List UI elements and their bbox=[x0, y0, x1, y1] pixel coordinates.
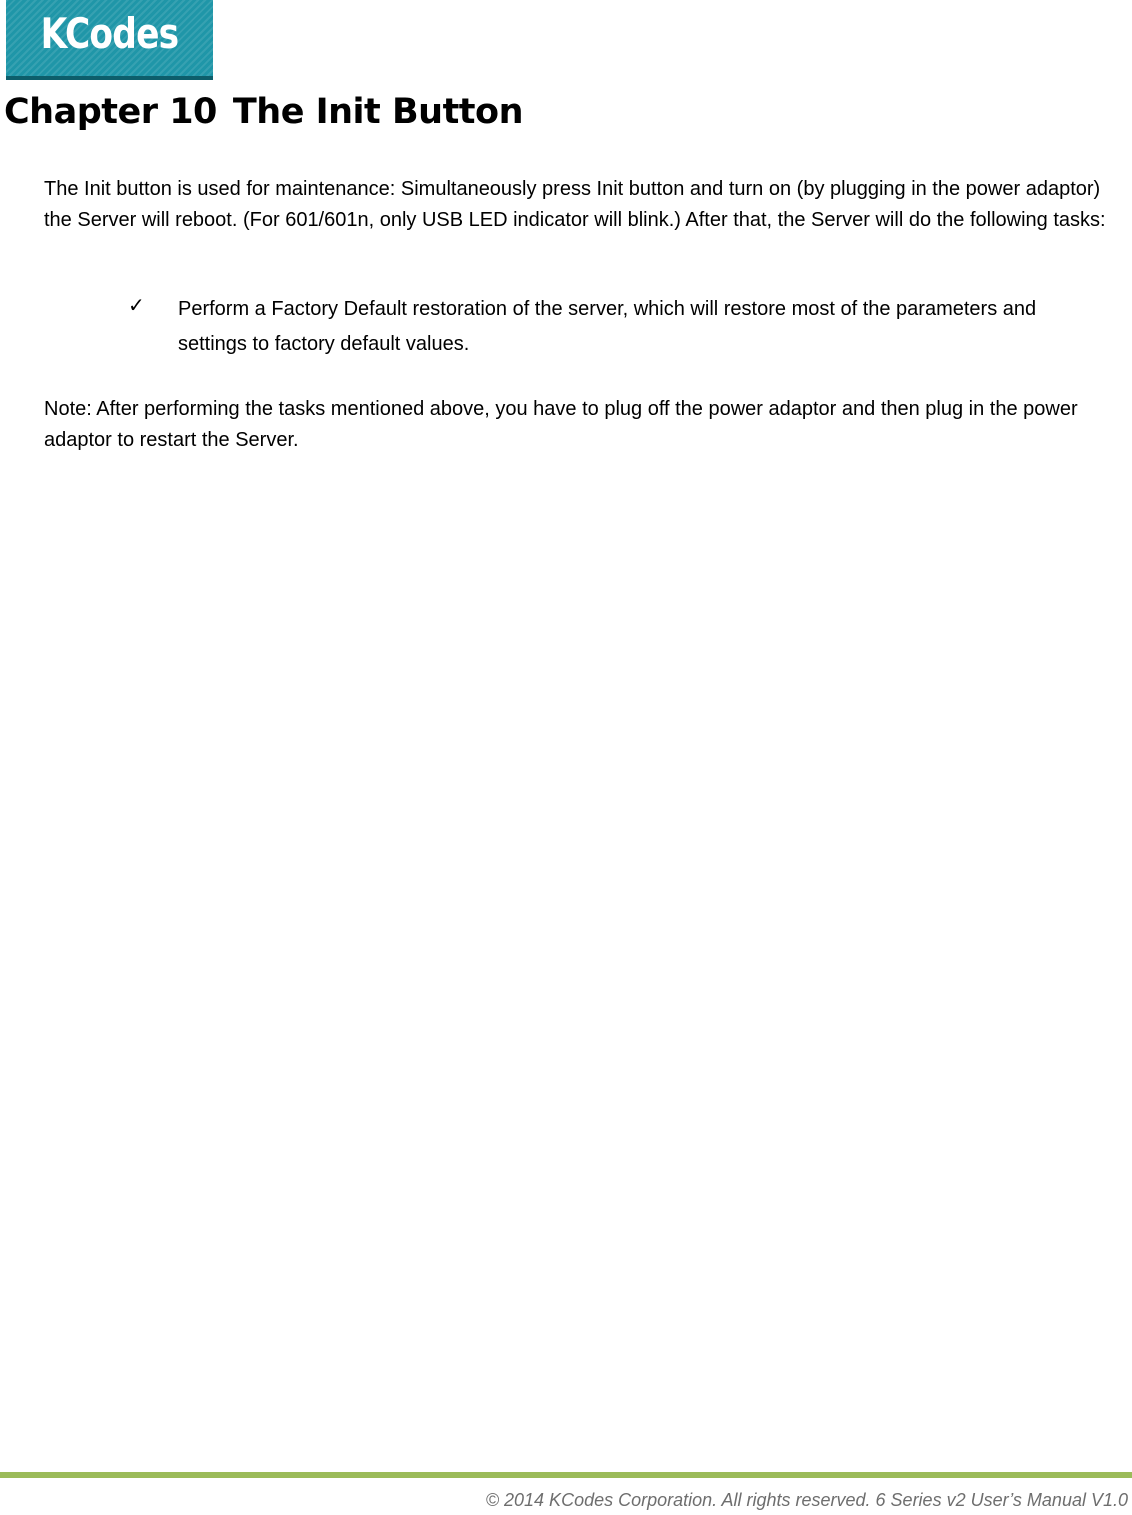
kcodes-logo bbox=[6, 0, 213, 80]
task-list bbox=[0, 292, 1132, 362]
chapter-title bbox=[4, 88, 523, 136]
intro-paragraph: The Init button is used for maintenance: Simultaneously press Init button and turn on (by plugging in the power adaptor) the Server will reboot. (For 601/601n, only USB LED indicator will blink.) After that, the Server will do the following tasks: bbox=[44, 178, 1106, 231]
list-item bbox=[0, 292, 1038, 362]
chapter-number: Chapter 10 bbox=[4, 92, 217, 132]
note-paragraph: Note: After performing the tasks mentioned above, you have to plug off the power adaptor and then plug in the power adaptor to restart the Server. bbox=[44, 398, 1078, 451]
logo-text: KCodes bbox=[40, 9, 179, 58]
checkmark-icon: ✓ bbox=[128, 293, 145, 317]
task-text: Perform a Factory Default restoration of the server, which will restore most of the parameters and settings to factory default values. bbox=[178, 298, 1037, 355]
footer-divider bbox=[0, 1472, 1132, 1478]
footer-copyright: © 2014 KCodes Corporation. All rights reserved. 6 Series v2 User’s Manual V1.0 bbox=[485, 1490, 1128, 1510]
chapter-name: The Init Button bbox=[232, 92, 523, 132]
